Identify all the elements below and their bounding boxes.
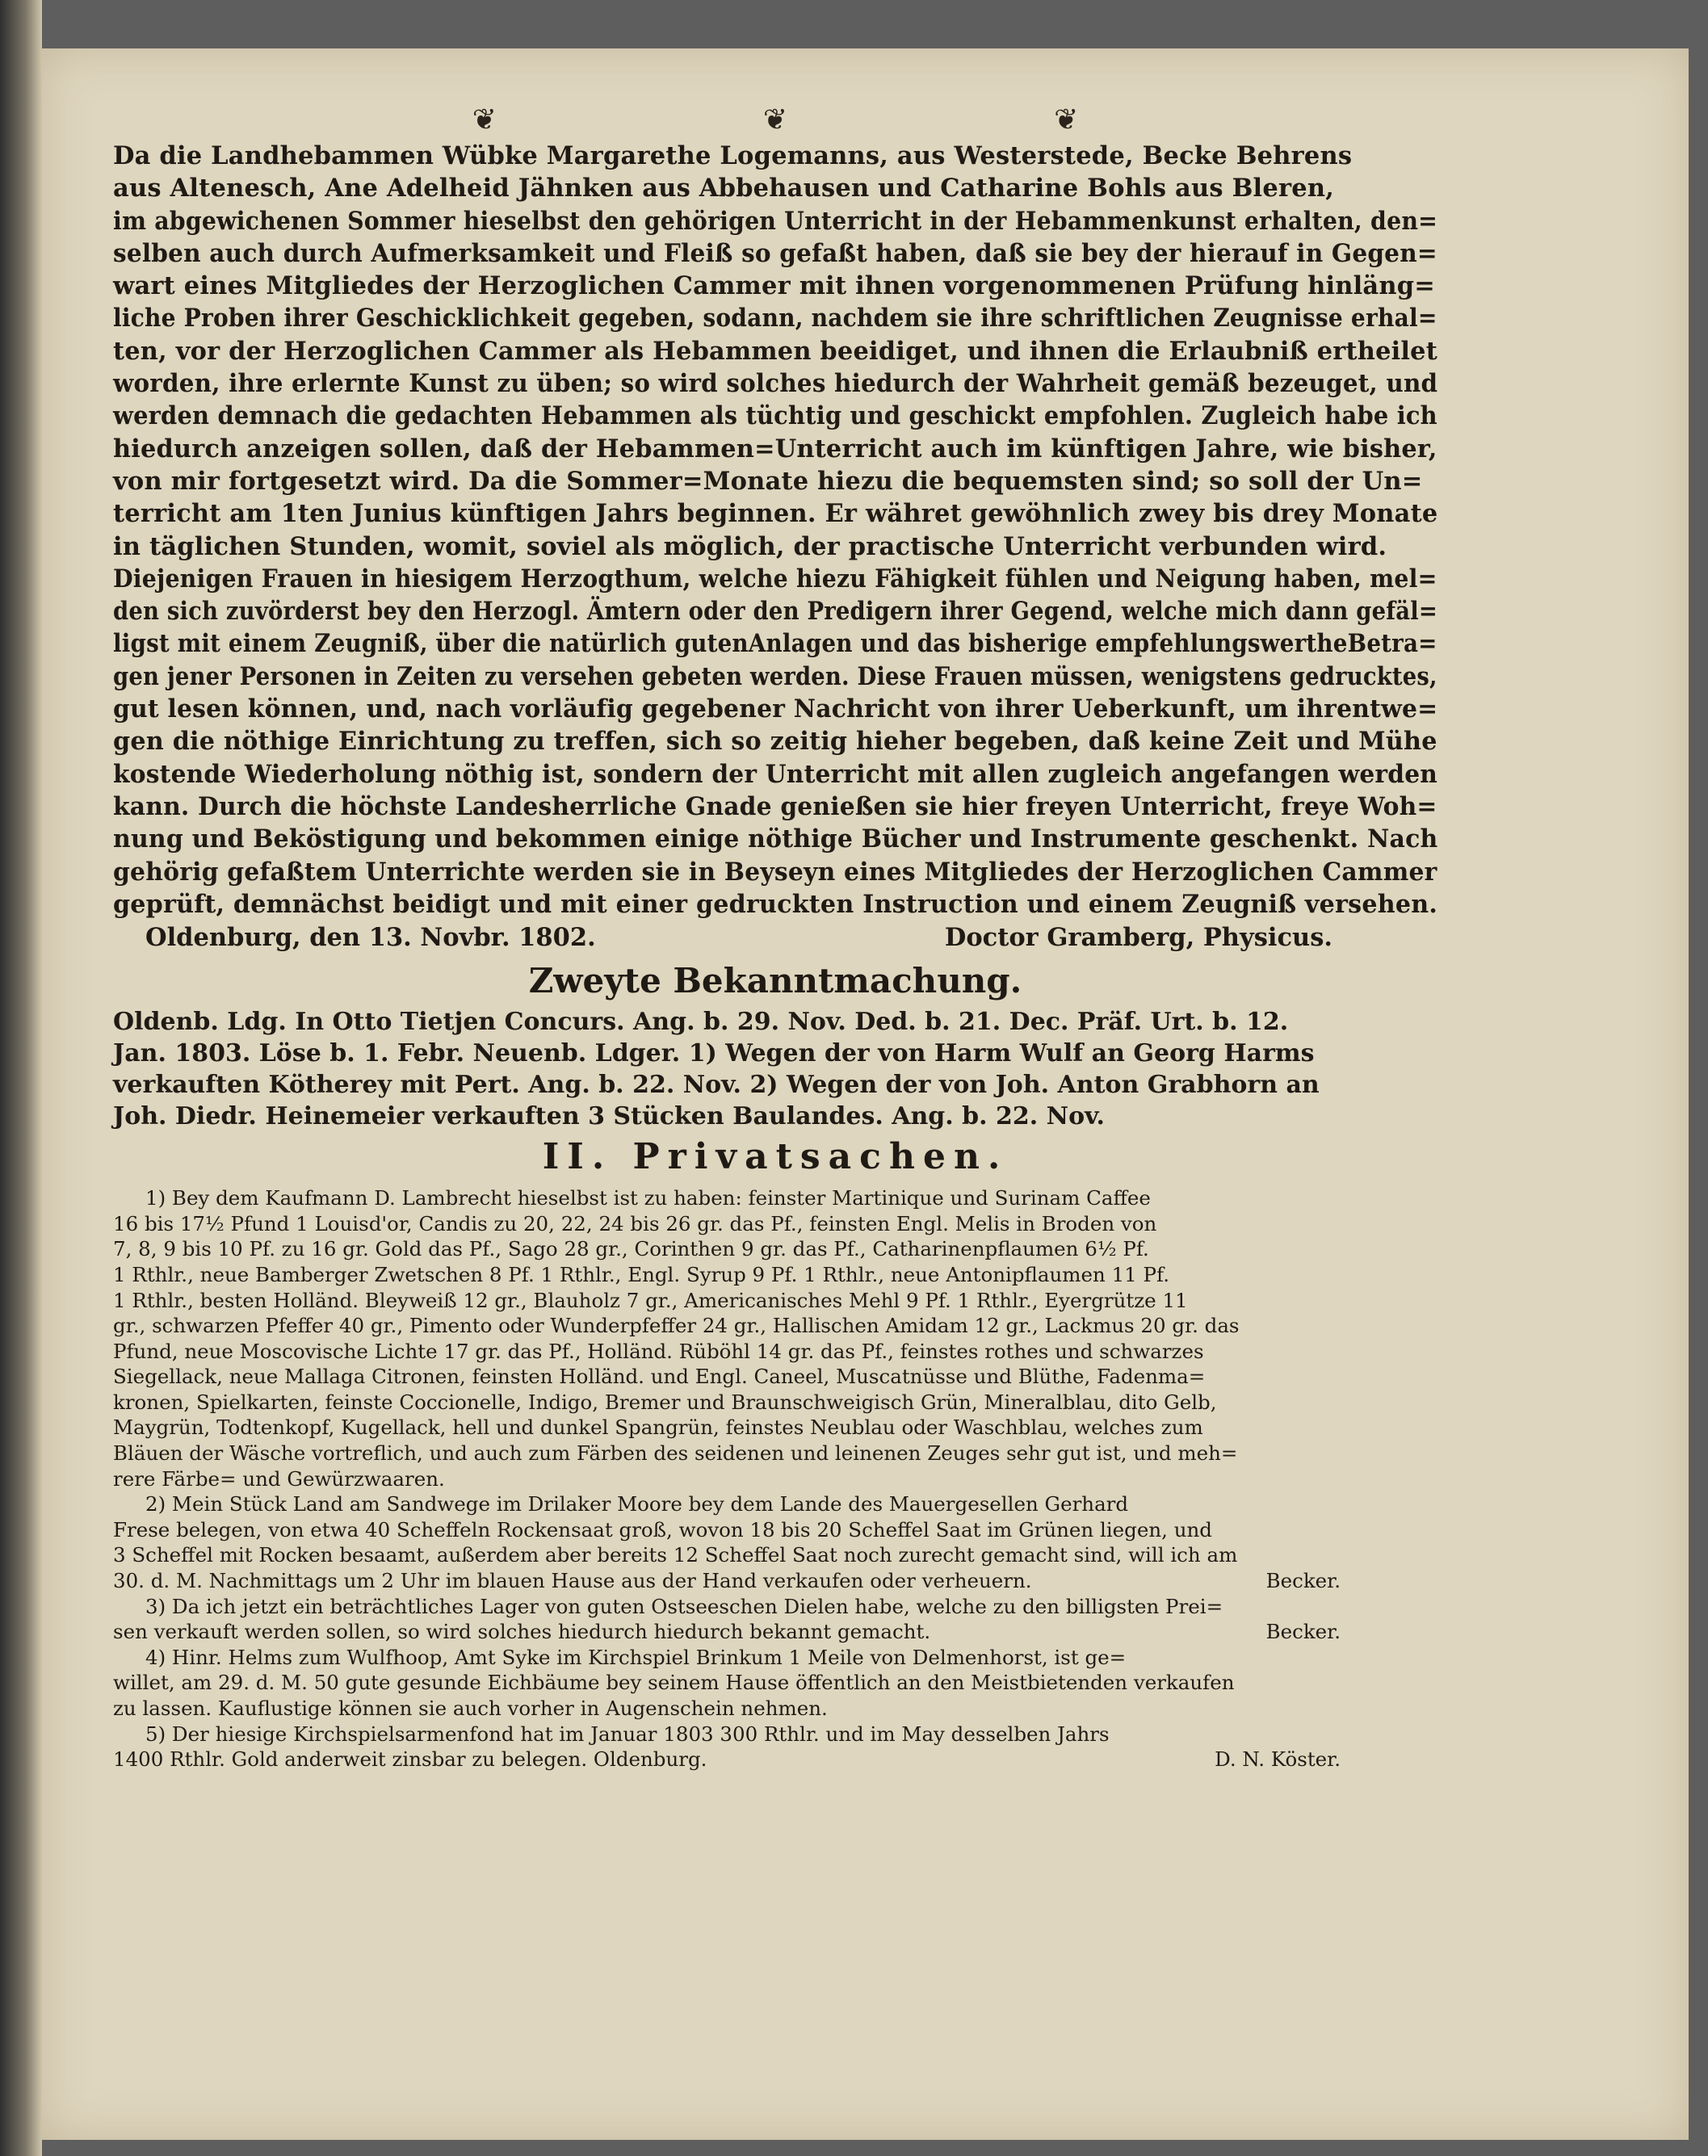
text-line: terricht am 1ten Junius künftigen Jahrs beginnen. Er währet gewöhnlich zwey bis drey Monate — [113, 499, 1438, 529]
text-line: gen die nöthige Einrichtung zu treffen, sich so zeitig hieher begeben, daß keine Zeit und Mühe — [113, 727, 1437, 757]
text-line: Joh. Diedr. Heinemeier verkauften 3 Stücken Baulandes. Ang. b. 22. Nov. — [113, 1102, 1105, 1131]
text-line: verkauften Kötherey mit Pert. Ang. b. 22. Nov. 2) Wegen der von Joh. Anton Grabhorn an — [113, 1071, 1320, 1100]
text-line: kostende Wiederholung nöthig ist, sondern der Unterricht mit allen zugleich angefangen werden — [113, 759, 1438, 789]
text-line: 1400 Rthlr. Gold anderweit zinsbar zu belegen. Oldenburg. — [113, 1747, 707, 1772]
text-line: sen verkauft werden sollen, so wird solches hiedurch hiedurch bekannt gemacht. — [113, 1620, 931, 1644]
text-line: geprüft, demnächst beidigt und mit einer gedruckten Instruction und einem Zeugniß versehen. — [113, 889, 1438, 919]
text-line: gehörig gefaßtem Unterrichte werden sie in Beyseyn eines Mitgliedes der Herzoglichen Cammer — [113, 857, 1437, 887]
signature: D. N. Köster. — [1215, 1747, 1341, 1772]
text-line: 1) Bey dem Kaufmann D. Lambrecht hieselbst ist zu haben: feinster Martinique und Surinam Caffee — [145, 1186, 1151, 1210]
text-line: 5) Der hiesige Kirchspielsarmenfond hat im Januar 1803 300 Rthlr. und im May desselben Jahrs — [145, 1722, 1110, 1746]
section-heading: Zweyte Bekanntmachung. — [528, 961, 1022, 1001]
text-line: ligst mit einem Zeugniß, über die natürlich gutenAnlagen und das bisherige empfehlungswertheBetra= — [113, 629, 1437, 659]
midwife-announcement — [113, 140, 1437, 921]
text-line: ten, vor der Herzoglichen Cammer als Hebammen beeidiget, und ihnen die Erlaubniß ertheilet — [113, 336, 1437, 366]
page-text — [113, 101, 1437, 1772]
text-line: 30. d. M. Nachmittags um 2 Uhr im blauen Hause aus der Hand verkaufen oder verheuern. — [113, 1569, 1032, 1593]
text-line: 16 bis 17½ Pfund 1 Louisd'or, Candis zu 20, 22, 24 bis 26 gr. das Pf., feinsten Engl. Melis in Broden von — [113, 1211, 1157, 1235]
private-items — [113, 1185, 1437, 1772]
text-line: von mir fortgesetzt wird. Da die Sommer=Monate hiezu die bequemsten sind; so soll der Un= — [113, 466, 1423, 496]
item-closing-line — [113, 1568, 1437, 1594]
text-line: 1 Rthlr., besten Holländ. Bleyweiß 12 gr., Blauholz 7 gr., Americanisches Mehl 9 Pf. 1 Rthlr., Eyergrütze 11 — [113, 1288, 1188, 1312]
text-line: den sich zuvörderst bey den Herzogl. Ämtern oder den Predigern ihrer Gegend, welche mich dann gefäl= — [113, 597, 1438, 627]
text-line: worden, ihre erlernte Kunst zu üben; so wird solches hiedurch der Wahrheit gemäß bezeuget, und — [113, 369, 1438, 399]
text-line: Oldenb. Ldg. In Otto Tietjen Concurs. Ang. b. 29. Nov. Ded. b. 21. Dec. Präf. Urt. b. 12. — [113, 1008, 1289, 1037]
text-line: werden demnach die gedachten Hebammen als tüchtig und geschickt empfohlen. Zugleich habe ich — [113, 401, 1437, 431]
text-line: aus Altenesch, Ane Adelheid Jähnken aus Abbehausen und Catharine Bohls aus Bleren, — [113, 174, 1335, 203]
signature: Doctor Gramberg, Physicus. — [944, 923, 1332, 953]
place-date: Oldenburg, den 13. Novbr. 1802. — [145, 923, 596, 953]
signature: Becker. — [1265, 1620, 1341, 1644]
text-line: gut lesen können, und, nach vorläufig gegebener Nachricht von ihrer Ueberkunft, um ihrentwe= — [113, 694, 1438, 724]
item-closing-line — [113, 1619, 1437, 1645]
item-closing-line — [113, 1747, 1437, 1772]
text-line: nung und Beköstigung und bekommen einige nöthige Bücher und Instrumente geschenkt. Nach — [113, 824, 1438, 854]
private-item-5 — [113, 1722, 1437, 1772]
text-line: zu lassen. Kauflustige können sie auch vorher in Augenschein nehmen. — [113, 1697, 828, 1720]
signature-line — [113, 921, 1437, 954]
private-item-3 — [113, 1594, 1437, 1645]
text-line: liche Proben ihrer Geschicklichkeit gegeben, sodann, nachdem sie ihre schriftlichen Zeugnisse erhal= — [113, 304, 1437, 333]
text-line: selben auch durch Aufmerksamkeit und Fleiß so gefaßt haben, daß sie bey der hierauf in Gegen= — [113, 238, 1437, 268]
text-line: 3) Da ich jetzt ein beträchtliches Lager von guten Ostseeschen Dielen habe, welche zu den billigsten Prei= — [145, 1594, 1223, 1618]
text-line: Diejenigen Frauen in hiesigem Herzogthum, welche hiezu Fähigkeit fühlen und Neigung haben, mel= — [113, 564, 1437, 594]
private-matters-heading: II. Privatsachen. — [542, 1136, 1009, 1178]
signature: Becker. — [1265, 1569, 1341, 1593]
text-line: Bläuen der Wäsche vortreflich, und auch zum Färben des seidenen und leinenen Zeuges sehr gut ist, und meh= — [113, 1441, 1238, 1466]
text-line: kronen, Spielkarten, feinste Coccionelle, Indigo, Bremer und Braunschweigisch Grün, Mineralblau, dito Gelb, — [113, 1390, 1217, 1414]
text-line: Frese belegen, von etwa 40 Scheffeln Rockensaat groß, wovon 18 bis 20 Scheffel Saat im Grünen liegen, und — [113, 1517, 1212, 1541]
text-line: Jan. 1803. Löse b. 1. Febr. Neuenb. Ldger. 1) Wegen der von Harm Wulf an Georg Harms — [113, 1039, 1315, 1068]
text-line: gr., schwarzen Pfeffer 40 gr., Pimento oder Wunderpfeffer 24 gr., Hallischen Amidam 12 gr., Lackmus 20 gr. das — [113, 1314, 1240, 1338]
text-line: gen jener Personen in Zeiten zu versehen gebeten werden. Diese Frauen müssen, wenigstens gedrucktes, — [113, 661, 1437, 691]
text-line: Da die Landhebammen Wübke Margarethe Logemanns, aus Westerstede, Becke Behrens — [113, 141, 1353, 170]
text-line: 7, 8, 9 bis 10 Pf. zu 16 gr. Gold das Pf., Sago 28 gr., Corinthen 9 gr. das Pf., Catharinenpflaumen 6½ Pf. — [113, 1237, 1149, 1261]
ornament-icon: ❦ — [762, 103, 788, 136]
text-line: rere Färbe= und Gewürzwaaren. — [113, 1466, 445, 1491]
text-line: Pfund, neue Moscovische Lichte 17 gr. das Pf., Holländ. Rüböhl 14 gr. das Pf., feinstes rothes und schwarzes — [113, 1339, 1204, 1363]
text-line: kann. Durch die höchste Landesherrliche Gnade genießen sie hier freyen Unterricht, freye Woh= — [113, 791, 1437, 821]
text-line: 3 Scheffel mit Rocken besaamt, außerdem aber bereits 12 Scheffel Saat noch zurecht gemacht sind, will ich am — [113, 1543, 1238, 1567]
ornament-row — [113, 101, 1437, 140]
private-item-2 — [113, 1491, 1437, 1593]
text-line: im abgewichenen Sommer hieselbst den gehörigen Unterricht in der Hebammenkunst erhalten, den= — [113, 206, 1438, 236]
text-line: Siegellack, neue Mallaga Citronen, feinsten Holländ. und Engl. Caneel, Muscatnüsse und Blüthe, Fadenma= — [113, 1365, 1206, 1389]
book-spine-edge — [0, 0, 42, 2156]
private-item-4 — [113, 1645, 1437, 1722]
text-line: hiedurch anzeigen sollen, daß der Hebammen=Unterricht auch im künftigen Jahre, wie bisher, — [113, 434, 1437, 463]
court-notice — [113, 1006, 1437, 1132]
text-line: 1 Rthlr., neue Bamberger Zwetschen 8 Pf. 1 Rthlr., Engl. Syrup 9 Pf. 1 Rthlr., neue Antonipflaumen 11 Pf. — [113, 1262, 1170, 1286]
ornament-icon: ❦ — [1054, 103, 1079, 136]
text-line: wart eines Mitgliedes der Herzoglichen Cammer mit ihnen vorgenommenen Prüfung hinläng= — [113, 271, 1436, 301]
text-line: 4) Hinr. Helms zum Wulfhoop, Amt Syke im Kirchspiel Brinkum 1 Meile von Delmenhorst, ist ge= — [145, 1645, 1127, 1669]
text-line: willet, am 29. d. M. 50 gute gesunde Eichbäume bey seinem Hause öffentlich an den Meistbietenden verkaufen — [113, 1671, 1235, 1695]
text-line: Maygrün, Todtenkopf, Kugellack, hell und dunkel Spangrün, feinstes Neublau oder Waschblau, welches zum — [113, 1416, 1203, 1440]
text-line: 2) Mein Stück Land am Sandwege im Drilaker Moore bey dem Lande des Mauergesellen Gerhard — [145, 1492, 1129, 1516]
private-item-1 — [113, 1185, 1437, 1491]
text-line: in täglichen Stunden, womit, soviel als möglich, der practische Unterricht verbunden wird. — [113, 531, 1387, 561]
ornament-icon: ❦ — [472, 103, 497, 136]
